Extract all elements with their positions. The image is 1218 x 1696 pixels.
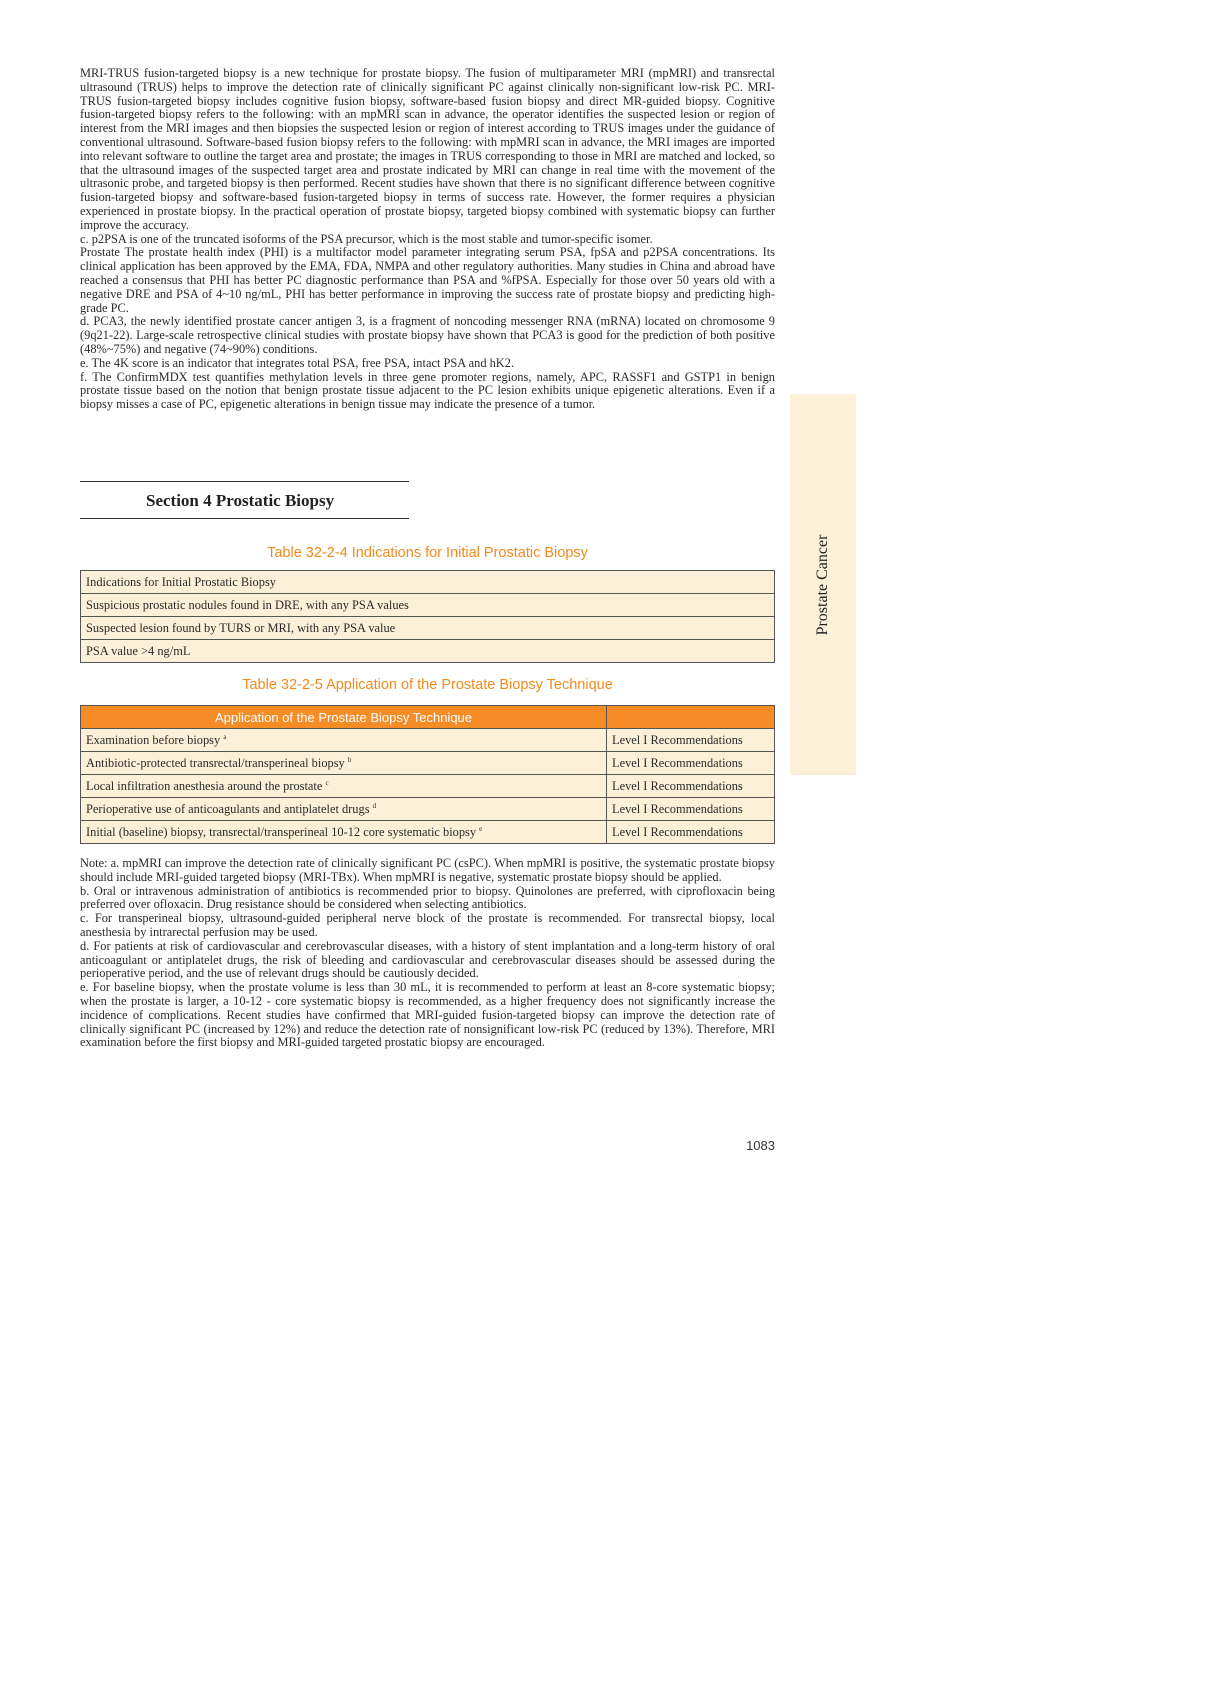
- table-cell: Antibiotic-protected transrectal/transperineal biopsy $^b$: [81, 752, 607, 775]
- paragraph-phi: Prostate The prostate health index (PHI) is a multifactor model parameter integrating serum PSA, fpSA and p2PSA concentrations. Its clinical application has been approved by the EMA, FDA, NMPA and other regulatory authorities. Many studies in China and abroad have reached a consensus that PHI has better PC diagnostic performance than PSA and %fPSA. Especially for those over 50 years old with a negative DRE and PSA of 4~10 ng/mL, PHI has better performance in improving the success rate of prostate biopsy and predicting high-grade PC.: [80, 245, 775, 315]
- paragraph-4k-score: e. The 4K score is an indicator that integrates total PSA, free PSA, intact PSA and hK2.: [80, 355, 515, 370]
- table-cell: Level I Recommendations: [607, 752, 775, 775]
- chapter-side-tab-label: Prostate Cancer: [814, 534, 831, 635]
- table-row: [81, 617, 775, 640]
- body-text: [80, 67, 775, 412]
- table-cell: Perioperative use of anticoagulants and antiplatelet drugs $^d$: [81, 798, 607, 821]
- table-cell: Examination before biopsy $^a$: [81, 729, 607, 752]
- section-heading: [80, 481, 409, 519]
- table-cell: Local infiltration anesthesia around the prostate $^c$: [81, 775, 607, 798]
- note-e: e. For baseline biopsy, when the prostate volume is less than 30 mL, it is recommended to perform at least an 8-core systematic biopsy; when the prostate is larger, a 10-12 - core systematic biopsy is recommended, as a higher frequency does not significantly increase the incidence of complications. Recent studies have confirmed that MRI-guided fusion-targeted biopsy can improve the detection rate of clinically significant PC (increased by 12%) and reduce the detection rate of nonsignificant low-risk PC (reduced by 13%). Therefore, MRI examination before the first biopsy and MRI-guided targeted prostatic biopsy are encouraged.: [80, 980, 775, 1050]
- footnote-marker: a: [223, 732, 227, 741]
- footnote-marker: b: [347, 755, 352, 764]
- table-cell: Level I Recommendations: [607, 821, 775, 844]
- table-row: [81, 571, 775, 594]
- table-row: [81, 729, 775, 752]
- table-cell: Level I Recommendations: [607, 729, 775, 752]
- table-cell: PSA value >4 ng/mL: [81, 640, 775, 663]
- technique-table: [80, 705, 775, 844]
- table-cell: Suspected lesion found by TURS or MRI, with any PSA value: [81, 617, 775, 640]
- table-caption-indications: Table 32-2-4 Indications for Initial Prostatic Biopsy: [267, 545, 588, 561]
- table-cell: Level I Recommendations: [607, 775, 775, 798]
- table-header-row: [81, 706, 775, 729]
- table-cell: Initial (baseline) biopsy, transrectal/transperineal 10-12 core systematic biopsy $^e$: [81, 821, 607, 844]
- footnote-marker: c: [325, 778, 329, 787]
- table-row: [81, 594, 775, 617]
- indications-table: [80, 570, 775, 663]
- chapter-side-tab: [790, 394, 856, 775]
- paragraph-confirmmdx: f. The ConfirmMDX test quantifies methylation levels in three gene promoter regions, namely, APC, RASSF1 and GSTP1 in benign prostate tissue based on the notion that benign prostate tissue adjacent to the PC lesion exhibits unique epigenetic alterations. Even if a biopsy misses a case of PC, epigenetic alterations in benign tissue may indicate the presence of a tumor.: [80, 369, 775, 412]
- table-row: [81, 640, 775, 663]
- table-caption-technique: Table 32-2-5 Application of the Prostate Biopsy Technique: [242, 677, 613, 693]
- table-row: [81, 798, 775, 821]
- paragraph-pca3: d. PCA3, the newly identified prostate cancer antigen 3, is a fragment of noncoding messenger RNA (mRNA) located on chromosome 9 (9q21-22). Large-scale retrospective clinical studies with prostate biopsy have shown that PCA3 is good for the prediction of both positive (48%~75%) and negative (74~90%) conditions.: [80, 314, 775, 356]
- table-header-cell-empty: [607, 706, 775, 729]
- note-c: c. For transperineal biopsy, ultrasound-guided peripheral nerve block of the prostate is recommended. For transrectal biopsy, local anesthesia by intrarectal perfusion may be used.: [80, 911, 775, 939]
- paragraph-p2psa: c. p2PSA is one of the truncated isoforms of the PSA precursor, which is the most stable and tumor-specific isomer.: [80, 231, 653, 246]
- table-row: [81, 775, 775, 798]
- footnote-marker: e: [479, 824, 483, 833]
- table-cell: Level I Recommendations: [607, 798, 775, 821]
- table-cell: Suspicious prostatic nodules found in DRE, with any PSA values: [81, 594, 775, 617]
- table-row: [81, 821, 775, 844]
- note-d: d. For patients at risk of cardiovascular and cerebrovascular diseases, with a history of stent implantation and a long-term history of oral anticoagulant or antiplatelet drugs, the risk of bleeding and cardiovascular and cerebrovascular diseases should be assessed during the perioperative period, and the use of relevant drugs should be cautiously decided.: [80, 938, 775, 981]
- paragraph-fusion-biopsy: MRI-TRUS fusion-targeted biopsy is a new technique for prostate biopsy. The fusion of multiparameter MRI (mpMRI) and transrectal ultrasound (TRUS) helps to improve the detection rate of clinically significant PC against clinically non-significant low-risk PC. MRI-TRUS fusion-targeted biopsy includes cognitive fusion biopsy, software-based fusion biopsy and direct MR-guided biopsy. Cognitive fusion-targeted biopsy refers to the following: with an mpMRI scan in advance, the operator identifies the suspected lesion or region of interest from the MRI images and then biopsies the suspected lesion or region of interest according to TRUS images under the guidance of conventional ultrasound. Software-based fusion biopsy refers to the following: with mpMRI scan in advance, the MRI images are imported into relevant software to outline the target area and prostate; the images in TRUS corresponding to those in MRI are matched and locked, so that the ultrasound images of the suspected target area and prostate indicated by MRI can change in real time with the movement of the ultrasonic probe, and targeted biopsy is then performed. Recent studies have shown that there is no significant difference between cognitive fusion-targeted biopsy and software-based fusion-targeted biopsy in terms of success rate. However, the former requires a physician experienced in prostate biopsy. In the practical operation of prostate biopsy, targeted biopsy combined with systematic biopsy can further improve the accuracy.: [80, 66, 775, 232]
- note-b: b. Oral or intravenous administration of antibiotics is recommended prior to biopsy. Quinolones are preferred, with ciprofloxacin being preferred over ofloxacin. Drug resistance should be considered when selecting antibiotics.: [80, 883, 775, 912]
- table-notes: [80, 857, 775, 1050]
- note-a: Note: a. mpMRI can improve the detection rate of clinically significant PC (csPC). When mpMRI is positive, the systematic prostate biopsy should include MRI-guided targeted biopsy (MRI-TBx). When mpMRI is negative, systematic prostate biopsy should be applied.: [80, 856, 775, 884]
- table-row: [81, 752, 775, 775]
- table-header-cell: Application of the Prostate Biopsy Technique: [81, 706, 607, 729]
- footnote-marker: d: [372, 801, 377, 810]
- table-cell: Indications for Initial Prostatic Biopsy: [81, 571, 775, 594]
- section-title: Section 4 Prostatic Biopsy: [146, 491, 335, 510]
- page-number: 1083: [746, 1138, 775, 1153]
